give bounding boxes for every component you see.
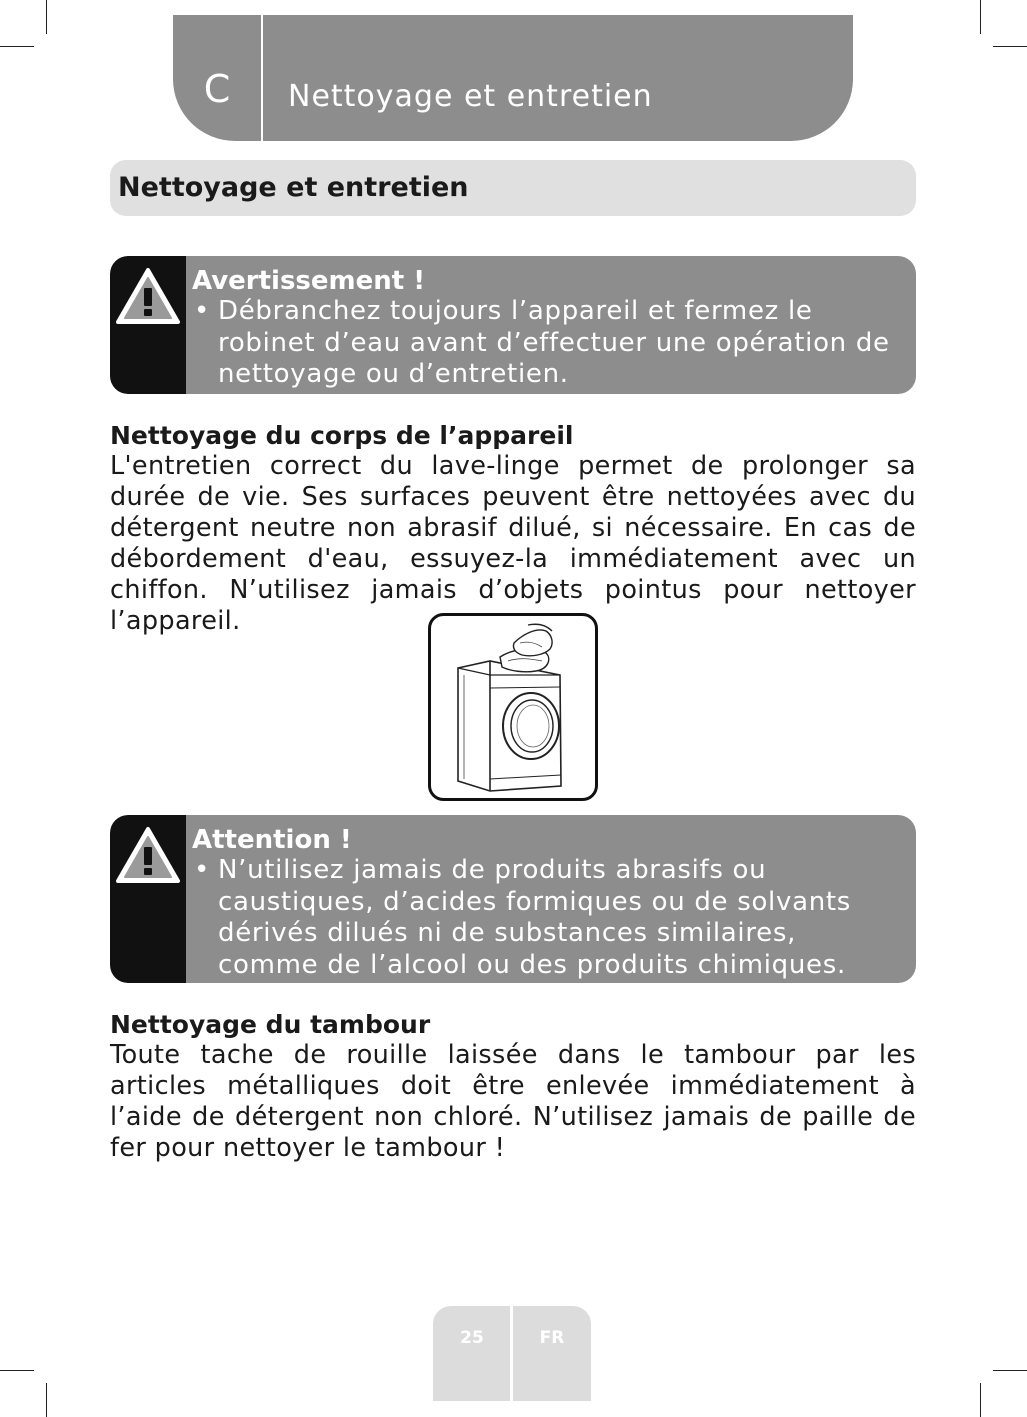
crop-mark — [0, 46, 34, 47]
crop-mark — [993, 46, 1027, 47]
warning-heading: Avertissement ! — [192, 266, 426, 296]
warning-triangle-icon — [115, 825, 181, 885]
chapter-header — [173, 15, 853, 141]
body-cleaning-text: L'entretien correct du lave-linge permet de prolonger sa durée de vie. Ses surfaces peuvent être nettoyées avec du détergent neutre non abrasif dilué, si nécessaire. En cas de débordement d'eau, essuyez-la immédiatement avec un chiffon. N’utilisez jamais d’objets pointus pour nettoyer l’appareil. — [110, 451, 916, 636]
crop-mark — [46, 1383, 47, 1417]
warning-box — [110, 256, 916, 394]
crop-mark — [46, 0, 47, 34]
crop-mark — [980, 0, 981, 34]
page-footer-divider — [510, 1306, 513, 1401]
attention-heading: Attention ! — [192, 825, 352, 855]
drum-cleaning-text: Toute tache de rouille laissée dans le tambour par les articles métalliques doit être enlevée immédiatement à l’aide de détergent non chloré. N’utilisez jamais de paille de fer pour nettoyer le tambour ! — [110, 1040, 916, 1163]
crop-mark — [993, 1370, 1027, 1371]
header-divider — [261, 15, 263, 141]
attention-item: • N’utilisez jamais de produits abrasifs ou caustiques, d’acides formiques ou de solvants dérivés dilués ni de substances similaires, comme de l’alcool ou des produits chimiques. — [192, 855, 902, 981]
warning-triangle-icon — [115, 266, 181, 326]
crop-mark — [980, 1383, 981, 1417]
warning-item: • Débranchez toujours l’appareil et fermez le robinet d’eau avant d’effectuer une opération de nettoyage ou d’entretien. — [192, 296, 902, 391]
body-cleaning-heading: Nettoyage du corps de l’appareil — [110, 421, 574, 450]
attention-list — [192, 855, 902, 981]
crop-mark — [0, 1370, 34, 1371]
chapter-title: Nettoyage et entretien — [288, 79, 653, 114]
section-bar — [110, 160, 916, 216]
chapter-letter: C — [203, 67, 231, 111]
page-language: FR — [539, 1328, 565, 1348]
washing-machine-wiping-icon — [428, 613, 598, 801]
page-number: 25 — [460, 1328, 484, 1348]
section-title: Nettoyage et entretien — [118, 172, 469, 203]
attention-box — [110, 815, 916, 983]
warning-side-panel — [110, 256, 186, 394]
attention-side-panel — [110, 815, 186, 983]
warning-list — [192, 296, 902, 391]
drum-cleaning-heading: Nettoyage du tambour — [110, 1010, 431, 1039]
